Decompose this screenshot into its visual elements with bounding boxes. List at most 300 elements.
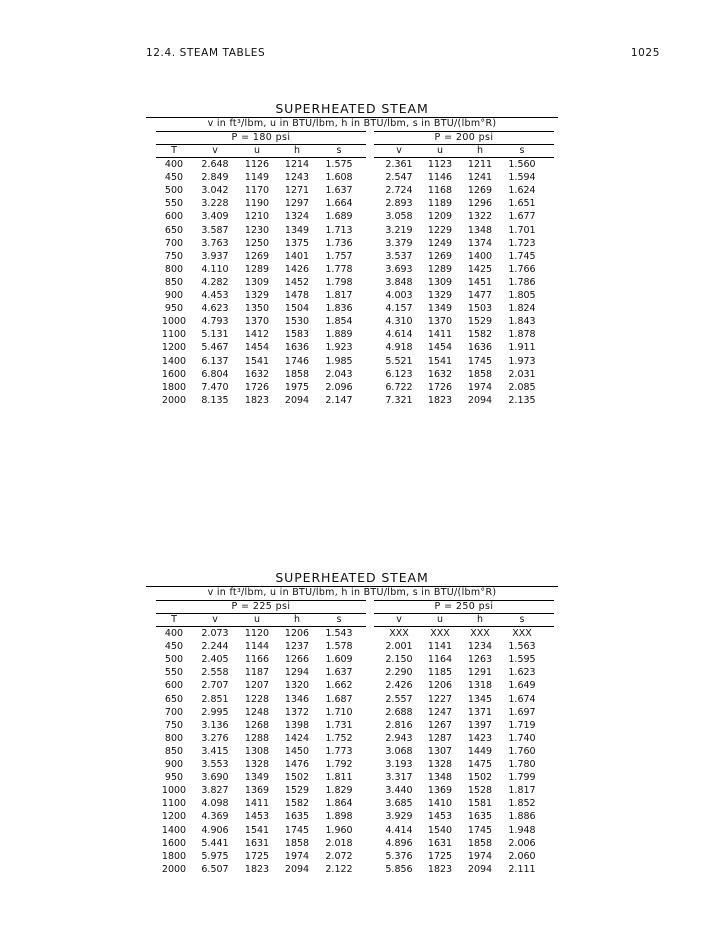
table-cell: 2000 xyxy=(161,863,187,875)
table-cell: 450 xyxy=(164,641,184,653)
table-cell: 2.361 xyxy=(385,159,413,170)
table-cell: 1168 xyxy=(427,185,453,197)
column-header-v: v xyxy=(212,614,218,625)
table-cell: 1164 xyxy=(427,654,453,666)
table-cell: 2.244 xyxy=(201,641,229,653)
table-cell: 1.843 xyxy=(508,316,536,328)
table-cell: 1.805 xyxy=(508,290,536,301)
table-cell: 1291 xyxy=(467,667,493,679)
table-cell: 1211 xyxy=(467,159,493,170)
table-cell: 1207 xyxy=(244,680,270,692)
table-cell: 1.889 xyxy=(325,329,353,341)
table-cell: 1370 xyxy=(244,316,270,328)
table-cell: 8.135 xyxy=(201,394,229,406)
pressure-label-left: P = 225 psi xyxy=(231,601,291,612)
table-cell: 1541 xyxy=(427,355,453,367)
table-cell: 1600 xyxy=(161,368,187,380)
table-cell: 1241 xyxy=(467,172,493,184)
table-cell: 1.811 xyxy=(325,772,353,784)
table-cell: 1190 xyxy=(244,198,270,210)
table-cell: 2.851 xyxy=(201,693,229,705)
table-cell: 1322 xyxy=(467,211,493,223)
table-cell: 1453 xyxy=(244,811,270,823)
table-cell: 1541 xyxy=(244,355,270,367)
table-cell: 3.587 xyxy=(201,224,229,236)
table-cell: 2.426 xyxy=(385,680,413,692)
table-cell: 650 xyxy=(164,224,184,236)
table-cell: 1248 xyxy=(244,706,270,718)
table-cell: 1.649 xyxy=(508,680,536,692)
table-cell: 1.829 xyxy=(325,785,353,797)
table-cell: 1348 xyxy=(427,772,453,784)
table-cell: 1123 xyxy=(427,159,453,170)
table-cell: 1271 xyxy=(284,185,310,197)
table-cell: 1401 xyxy=(284,250,310,262)
table-cell: 1289 xyxy=(427,263,453,275)
pressure-label-right: P = 200 psi xyxy=(434,132,494,143)
table-cell: 4.282 xyxy=(201,276,229,288)
table-cell: 1.773 xyxy=(325,745,353,757)
table-cell: 1746 xyxy=(284,355,310,367)
table-cell: 2.816 xyxy=(385,719,413,731)
table-cell: 1.578 xyxy=(325,641,353,653)
table-cell: 2094 xyxy=(284,863,310,875)
table-cell: 1324 xyxy=(284,211,310,223)
table-cell: 1541 xyxy=(244,824,270,836)
table-cell: 1000 xyxy=(161,785,187,797)
table-cell: 3.042 xyxy=(201,185,229,197)
table-cell: 1229 xyxy=(427,224,453,236)
table-cell: 2.147 xyxy=(325,394,353,406)
table-cell: 6.123 xyxy=(385,368,413,380)
table-cell: 4.003 xyxy=(385,290,413,301)
table-cell: 1.623 xyxy=(508,667,536,679)
table-cell: 1725 xyxy=(427,850,453,862)
table-cell: 1.710 xyxy=(325,706,353,718)
table-cell: 2.405 xyxy=(201,654,229,666)
table-cell: 1328 xyxy=(244,759,270,770)
table-cell: 2.031 xyxy=(508,368,536,380)
column-header-h: h xyxy=(293,145,301,156)
table-cell: 1503 xyxy=(467,303,493,315)
table-cell: 700 xyxy=(164,706,184,718)
table-cell: 1267 xyxy=(427,719,453,731)
table-cell: 1.766 xyxy=(508,263,536,275)
table-cell: XXX xyxy=(389,628,409,639)
table-cell: 1.960 xyxy=(325,824,353,836)
table-cell: 1.637 xyxy=(325,667,353,679)
table-cell: 2.557 xyxy=(385,693,413,705)
table-cell: 1398 xyxy=(284,719,310,731)
table-cell: 650 xyxy=(164,693,184,705)
table-cell: 700 xyxy=(164,237,184,249)
column-header-v: v xyxy=(212,145,218,156)
table-cell: 4.310 xyxy=(385,316,413,328)
table-cell: 1.973 xyxy=(508,355,536,367)
table-cell: 1632 xyxy=(427,368,453,380)
table-cell: 1149 xyxy=(244,172,270,184)
table-cell: 1328 xyxy=(427,759,453,770)
table-cell: 1529 xyxy=(284,785,310,797)
column-header-v: v xyxy=(396,614,402,625)
page-number: 1025 xyxy=(630,47,660,59)
table-cell: 1400 xyxy=(467,250,493,262)
table-cell: 7.470 xyxy=(201,381,229,393)
table-cell: 850 xyxy=(164,276,184,288)
table-cell: 3.937 xyxy=(201,250,229,262)
table-cell: 1.740 xyxy=(508,732,536,744)
table-cell: 1.864 xyxy=(325,798,353,810)
table-cell: 1453 xyxy=(427,811,453,823)
table-cell: 1296 xyxy=(467,198,493,210)
table-cell: 750 xyxy=(164,719,184,731)
table-cell: 1726 xyxy=(427,381,453,393)
table-cell: 850 xyxy=(164,745,184,757)
table-cell: 900 xyxy=(164,290,184,301)
table-cell: 450 xyxy=(164,172,184,184)
table-cell: 2.995 xyxy=(201,706,229,718)
table-cell: 1228 xyxy=(244,693,270,705)
table-cell: 3.228 xyxy=(201,198,229,210)
table-cell: 1307 xyxy=(427,745,453,757)
table-cell: 1.674 xyxy=(508,693,536,705)
column-header-h: h xyxy=(476,614,484,625)
table-cell: 5.856 xyxy=(385,863,413,875)
table-title: SUPERHEATED STEAM xyxy=(275,570,429,585)
table-cell: 2.547 xyxy=(385,172,413,184)
table-cell: 1247 xyxy=(427,706,453,718)
table-cell: 3.415 xyxy=(201,745,229,757)
table-cell: 4.369 xyxy=(201,811,229,823)
table-cell: 1.745 xyxy=(508,250,536,262)
table-cell: 3.763 xyxy=(201,237,229,249)
table-cell: 1187 xyxy=(244,667,270,679)
table-cell: 3.379 xyxy=(385,237,413,249)
table-cell: 1287 xyxy=(427,732,453,744)
table-cell: 1478 xyxy=(284,290,310,301)
table-cell: 1294 xyxy=(284,667,310,679)
table-cell: 3.136 xyxy=(201,719,229,731)
table-cell: 4.614 xyxy=(385,329,413,341)
table-cell: 1369 xyxy=(244,785,270,797)
table-cell: 1635 xyxy=(284,811,310,823)
table-cell: 1269 xyxy=(467,185,493,197)
table-cell: 1450 xyxy=(284,745,310,757)
table-cell: 1858 xyxy=(284,368,310,380)
table-cell: 4.906 xyxy=(201,824,229,836)
table-cell: 3.068 xyxy=(385,745,413,757)
table-cell: 1309 xyxy=(244,276,270,288)
table-cell: 1400 xyxy=(161,824,187,836)
table-cell: 3.685 xyxy=(385,798,413,810)
table-cell: 1144 xyxy=(244,641,270,653)
table-cell: 1502 xyxy=(467,772,493,784)
table-cell: 3.827 xyxy=(201,785,229,797)
column-header-T: T xyxy=(171,614,177,625)
table-cell: 5.467 xyxy=(201,342,229,354)
table-cell: 2000 xyxy=(161,394,187,406)
table-cell: 1583 xyxy=(284,329,310,341)
table-cell: 1.543 xyxy=(325,628,353,639)
table-cell: 6.722 xyxy=(385,381,413,393)
table-cell: 1.792 xyxy=(325,759,353,770)
table-cell: 1528 xyxy=(467,785,493,797)
table-cell: 1424 xyxy=(284,732,310,744)
table-cell: 1502 xyxy=(284,772,310,784)
table-cell: 1370 xyxy=(427,316,453,328)
pressure-label-right: P = 250 psi xyxy=(434,601,494,612)
table-cell: 3.690 xyxy=(201,772,229,784)
table-cell: 4.098 xyxy=(201,798,229,810)
table-cell: 1.817 xyxy=(325,290,353,301)
table-cell: 1454 xyxy=(427,342,453,354)
table-cell: 1475 xyxy=(467,759,493,770)
table-cell: 1.609 xyxy=(325,654,353,666)
table-cell: 1.898 xyxy=(325,811,353,823)
column-header-T: T xyxy=(171,145,177,156)
table-cell: 2.135 xyxy=(508,394,536,406)
column-header-u: u xyxy=(253,614,261,625)
table-cell: 4.110 xyxy=(201,263,229,275)
table-cell: 2.707 xyxy=(201,680,229,692)
table-cell: 1269 xyxy=(427,250,453,262)
table-cell: 1974 xyxy=(284,850,310,862)
table-cell: 1141 xyxy=(427,641,453,653)
table-cell: 1374 xyxy=(467,237,493,249)
table-cell: 1372 xyxy=(284,706,310,718)
table-cell: 1.723 xyxy=(508,237,536,249)
table-cell: 600 xyxy=(164,211,184,223)
section-header: 12.4. STEAM TABLES xyxy=(146,47,266,59)
table-cell: 1200 xyxy=(161,342,187,354)
table-cell: 1636 xyxy=(467,342,493,354)
table-cell: 1.608 xyxy=(325,172,353,184)
column-header-s: s xyxy=(336,614,342,625)
column-header-u: u xyxy=(436,145,444,156)
table-cell: 4.793 xyxy=(201,316,229,328)
table-cell: 1745 xyxy=(467,824,493,836)
table-cell: 1.786 xyxy=(508,276,536,288)
table-cell: 1632 xyxy=(244,368,270,380)
table-cell: 1309 xyxy=(427,276,453,288)
table-cell: 5.975 xyxy=(201,850,229,862)
table-cell: 800 xyxy=(164,732,184,744)
table-cell: 1.878 xyxy=(508,329,536,341)
table-cell: 1263 xyxy=(467,654,493,666)
table-cell: 1214 xyxy=(284,159,310,170)
table-cell: 1.624 xyxy=(508,185,536,197)
table-cell: 1726 xyxy=(244,381,270,393)
table-cell: 3.537 xyxy=(385,250,413,262)
table-cell: 1451 xyxy=(467,276,493,288)
table-cell: 1349 xyxy=(427,303,453,315)
table-cell: 1375 xyxy=(284,237,310,249)
table-cell: 400 xyxy=(164,159,184,170)
table-cell: 1329 xyxy=(427,290,453,301)
table-cell: 1268 xyxy=(244,719,270,731)
table-cell: 1823 xyxy=(244,394,270,406)
table-cell: 1.736 xyxy=(325,237,353,249)
table-cell: 4.414 xyxy=(385,824,413,836)
steam-table-2 xyxy=(146,570,558,880)
table-cell: 1.719 xyxy=(508,719,536,731)
table-cell: 1540 xyxy=(427,824,453,836)
table-cell: 1200 xyxy=(161,811,187,823)
table-cell: 1.575 xyxy=(325,159,353,170)
table-cell: 1243 xyxy=(284,172,310,184)
table-cell: 1269 xyxy=(244,250,270,262)
table-cell: 1.662 xyxy=(325,680,353,692)
column-header-s: s xyxy=(519,145,525,156)
table-cell: 6.804 xyxy=(201,368,229,380)
table-cell: 1974 xyxy=(467,850,493,862)
table-cell: 1.594 xyxy=(508,172,536,184)
table-cell: 1227 xyxy=(427,693,453,705)
table-cell: 3.848 xyxy=(385,276,413,288)
table-cell: 1.689 xyxy=(325,211,353,223)
table-cell: 550 xyxy=(164,198,184,210)
table-cell: 1346 xyxy=(284,693,310,705)
table-cell: 1530 xyxy=(284,316,310,328)
table-cell: 1100 xyxy=(161,329,187,341)
table-cell: 1234 xyxy=(467,641,493,653)
table-cell: 1348 xyxy=(467,224,493,236)
table-cell: 1.760 xyxy=(508,745,536,757)
table-cell: 1476 xyxy=(284,759,310,770)
table-cell: 1858 xyxy=(467,368,493,380)
table-cell: 1189 xyxy=(427,198,453,210)
table-cell: 1631 xyxy=(244,837,270,849)
table-cell: 3.317 xyxy=(385,772,413,784)
table-cell: 2.043 xyxy=(325,368,353,380)
table-cell: 1.731 xyxy=(325,719,353,731)
table-cell: 1120 xyxy=(244,628,270,639)
table-cell: 1210 xyxy=(244,211,270,223)
table-cell: 1725 xyxy=(244,850,270,862)
table-cell: 1423 xyxy=(467,732,493,744)
table-cell: 2.006 xyxy=(508,837,536,849)
table-cell: 2094 xyxy=(467,863,493,875)
table-cell: 2.648 xyxy=(201,159,229,170)
table-cell: 1.799 xyxy=(508,772,536,784)
table-cell: 7.321 xyxy=(385,394,413,406)
table-cell: 750 xyxy=(164,250,184,262)
table-cell: 1.595 xyxy=(508,654,536,666)
table-cell: 900 xyxy=(164,759,184,770)
table-cell: 3.440 xyxy=(385,785,413,797)
table-cell: 1800 xyxy=(161,850,187,862)
column-header-s: s xyxy=(336,145,342,156)
table-cell: 950 xyxy=(164,303,184,315)
table-cell: 1170 xyxy=(244,185,270,197)
table-cell: 3.929 xyxy=(385,811,413,823)
table-cell: 1.701 xyxy=(508,224,536,236)
table-cell: 1.780 xyxy=(508,759,536,770)
table-cell: 2.943 xyxy=(385,732,413,744)
table-cell: 550 xyxy=(164,667,184,679)
table-cell: 1745 xyxy=(467,355,493,367)
table-cell: 1.752 xyxy=(325,732,353,744)
table-cell: 400 xyxy=(164,628,184,639)
table-cell: 4.896 xyxy=(385,837,413,849)
table-cell: 1185 xyxy=(427,667,453,679)
table-cell: 1371 xyxy=(467,706,493,718)
table-cell: 3.553 xyxy=(201,759,229,770)
table-cell: XXX xyxy=(512,628,532,639)
table-cell: 1.854 xyxy=(325,316,353,328)
table-cell: 2094 xyxy=(284,394,310,406)
column-header-h: h xyxy=(293,614,301,625)
table-cell: 2.072 xyxy=(325,850,353,862)
table-cell: 1206 xyxy=(284,628,310,639)
table-cell: 4.918 xyxy=(385,342,413,354)
table-cell: 2.018 xyxy=(325,837,353,849)
table-cell: 1454 xyxy=(244,342,270,354)
table-cell: 1.798 xyxy=(325,276,353,288)
table-cell: 5.131 xyxy=(201,329,229,341)
table-cell: 1823 xyxy=(427,394,453,406)
table-cell: 2.893 xyxy=(385,198,413,210)
table-cell: 2.849 xyxy=(201,172,229,184)
table-cell: 1289 xyxy=(244,263,270,275)
column-header-h: h xyxy=(476,145,484,156)
column-rule-left xyxy=(156,157,366,158)
table-cell: 1974 xyxy=(467,381,493,393)
table-cell: 2.558 xyxy=(201,667,229,679)
column-header-u: u xyxy=(253,145,261,156)
table-cell: 4.157 xyxy=(385,303,413,315)
table-cell: 1975 xyxy=(284,381,310,393)
table-cell: 1600 xyxy=(161,837,187,849)
table-cell: 950 xyxy=(164,772,184,784)
table-cell: 1.677 xyxy=(508,211,536,223)
table-cell: 1.948 xyxy=(508,824,536,836)
table-cell: 1.836 xyxy=(325,303,353,315)
table-cell: 1320 xyxy=(284,680,310,692)
table-cell: 1.637 xyxy=(325,185,353,197)
table-cell: 1631 xyxy=(427,837,453,849)
table-cell: 1249 xyxy=(427,237,453,249)
table-cell: 1206 xyxy=(427,680,453,692)
table-cell: 1.911 xyxy=(508,342,536,354)
table-cell: 2.073 xyxy=(201,628,229,639)
table-cell: 1.757 xyxy=(325,250,353,262)
table-cell: 3.219 xyxy=(385,224,413,236)
table-cell: 1266 xyxy=(284,654,310,666)
table-cell: 1000 xyxy=(161,316,187,328)
table-cell: 1250 xyxy=(244,237,270,249)
table-cell: 3.693 xyxy=(385,263,413,275)
pressure-label-left: P = 180 psi xyxy=(231,132,291,143)
table-cell: 600 xyxy=(164,680,184,692)
table-cell: 1329 xyxy=(244,290,270,301)
table-cell: 1.886 xyxy=(508,811,536,823)
table-cell: 1.817 xyxy=(508,785,536,797)
column-header-s: s xyxy=(519,614,525,625)
units-line: v in ft³/lbm, u in BTU/lbm, h in BTU/lbm, s in BTU/(lbm°R) xyxy=(207,587,497,598)
table-cell: 1823 xyxy=(427,863,453,875)
table-cell: 3.409 xyxy=(201,211,229,223)
table-cell: 1318 xyxy=(467,680,493,692)
table-cell: 2.001 xyxy=(385,641,413,653)
column-header-u: u xyxy=(436,614,444,625)
table-cell: 1.923 xyxy=(325,342,353,354)
table-cell: 5.521 xyxy=(385,355,413,367)
table-cell: 1288 xyxy=(244,732,270,744)
table-cell: 1582 xyxy=(284,798,310,810)
table-cell: 1425 xyxy=(467,263,493,275)
table-cell: 1449 xyxy=(467,745,493,757)
